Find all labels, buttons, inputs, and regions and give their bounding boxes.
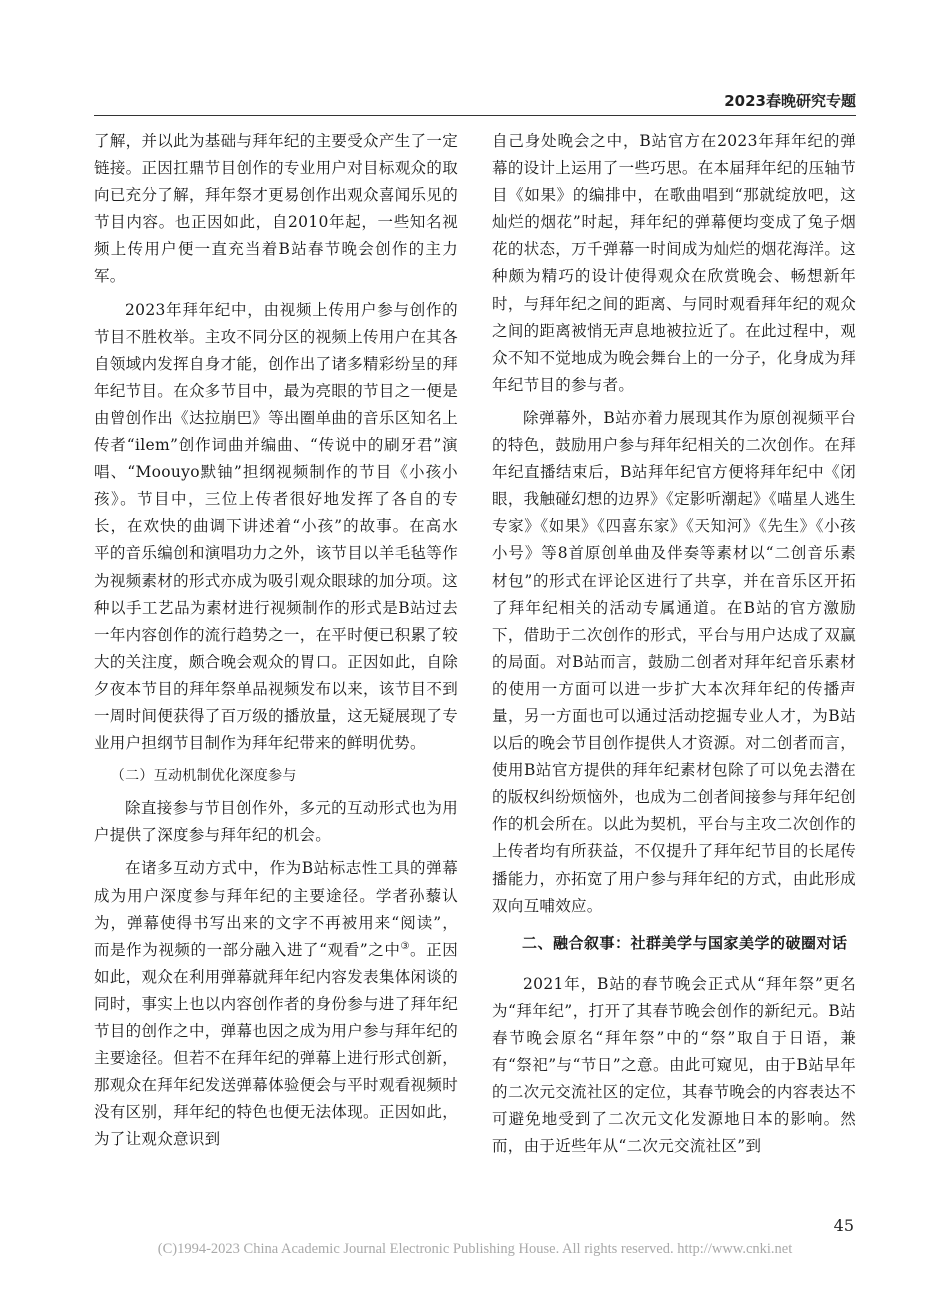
right-paragraph-1: 自己身处晚会之中，B站官方在2023年拜年纪的弹幕的设计上运用了一些巧思。在本届拜年纪的压轴节目《如果》的编排中，在歌曲唱到“那就绽放吧，这灿烂的烟花”时起，拜年纪的弹幕便均变成了兔子烟花的状态，万千弹幕一时间成为灿烂的烟花海洋。这种颇为精巧的设计使得观众在欣赏晚会、畅想新年时，与拜年纪之间的距离、与同时观看拜年纪的观众之间的距离被悄无声息地被拉近了。在此过程中，观众不知不觉地成为晚会舞台上的一分子，化身成为拜年纪节目的参与者。	[492, 132, 856, 394]
left-paragraph-4	[94, 855, 458, 1153]
right-paragraph-2: 除弹幕外，B站亦着力展现其作为原创视频平台的特色，鼓励用户参与拜年纪相关的二次创作。在拜年纪直播结束后，B站拜年纪官方便将拜年纪中《闭眼，我触碰幻想的边界》《定影听潮起》《喵星人逃生专家》《如果》《四喜东家》《天知河》《先生》《小孩小号》等8首原创单曲及伴奏等素材以“二创音乐素材包”的形式在评论区进行了共享，并在音乐区开拓了拜年纪相关的活动专属通道。在B站的官方激励下，借助于二次创作的形式，平台与用户达成了双赢的局面。对B站而言，鼓励二创者对拜年纪音乐素材的使用一方面可以进一步扩大本次拜年纪的传播声量，另一方面也可以通过活动挖掘专业人才，为B站以后的晚会节目创作提供人才资源。对二创者而言，使用B站官方提供的拜年纪素材包除了可以免去潜在的版权纠纷烦恼外，也成为二创者间接参与拜年纪创作的机会所在。以此为契机，平台与主攻二次创作的上传者均有所获益，不仅提升了拜年纪节目的长尾传播能力，亦拓宽了用户参与拜年纪的方式，由此形成双向互哺效应。	[492, 408, 856, 915]
paragraph-4-text-b: 。正因如此，观众在利用弹幕就拜年纪内容发表集体闲谈的同时，事实上也以内容创作者的身份参与进了拜年纪节目的创作之中，弹幕也因之成为用户参与拜年纪的主要途径。但若不在拜年纪的弹幕上进行形式创新，那观众在拜年纪发送弹幕体验便会与平时观看视频时没有区别，拜年纪的特色也便无法体现。正因如此，为了让观众意识到	[94, 940, 458, 1149]
right-column	[492, 128, 856, 1166]
subsection-heading: （二）互动机制优化深度参与	[110, 768, 297, 785]
footnote-marker: ③	[400, 940, 411, 952]
journal-section-title: 2023春晚研究专题	[724, 92, 856, 110]
header-divider	[94, 115, 856, 116]
right-paragraph-3: 2021年，B站的春节晚会正式从“拜年祭”更名为“拜年纪”，打开了其春节晚会创作的新纪元。B站春节晚会原名“拜年祭”中的“祭”取自于日语，兼有“祭祀”与“节日”之意。由此可窥见，由于B站早年的二次元交流社区的定位，其春节晚会的内容表达不可避免地受到了二次元文化发源地日本的影响。然而，由于近些年从“二次元交流社区”到	[492, 974, 856, 1156]
section-heading: 二、融合叙事：社群美学与国家美学的破圈对话	[522, 933, 848, 952]
copyright-watermark: (C)1994-2023 China Academic Journal Electronic Publishing House. All rights reserved. http://www.cnki.net	[157, 1241, 793, 1257]
left-column	[94, 128, 458, 1159]
left-paragraph-3: 除直接参与节目创作外，多元的互动形式也为用户提供了深度参与拜年纪的机会。	[94, 799, 458, 845]
page-number: 45	[833, 1216, 854, 1235]
left-paragraph-1: 了解，并以此为基础与拜年纪的主要受众产生了一定链接。正因扛鼎节目创作的专业用户对目标观众的取向已充分了解，拜年祭才更易创作出观众喜闻乐见的节目内容。也正因如此，自2010年起，一些知名视频上传用户便一直充当着B站春节晚会创作的主力军。	[94, 132, 458, 286]
paragraph-4-text-a: 在诸多互动方式中，作为B站标志性工具的弹幕成为用户深度参与拜年纪的主要途径。学者孙藜认为，弹幕使得书写出来的文字不再被用来“阅读”，而是作为视频的一部分融入进了“观看”之中	[94, 859, 458, 959]
left-paragraph-2: 2023年拜年纪中，由视频上传用户参与创作的节目不胜枚举。主攻不同分区的视频上传用户在其各自领域内发挥自身才能，创作出了诸多精彩纷呈的拜年纪节目。在众多节目中，最为亮眼的节目之一便是由曾创作出《达拉崩巴》等出圈单曲的音乐区知名上传者“ilem”创作词曲并编曲、“传说中的刷牙君”演唱、“Moouyo默铀”担纲视频制作的节目《小孩小孩》。节目中，三位上传者很好地发挥了各自的专长，在欢快的曲调下讲述着“小孩”的故事。在高水平的音乐编创和演唱功力之外，该节目以羊毛毡等作为视频素材的形式亦成为吸引观众眼球的加分项。这种以手工艺品为素材进行视频制作的形式是B站过去一年内容创作的流行趋势之一，在平时便已积累了较大的关注度，颇合晚会观众的胃口。正因如此，自除夕夜本节目的拜年祭单品视频发布以来，该节目不到一周时间便获得了百万级的播放量，这无疑展现了专业用户担纲节目制作为拜年纪带来的鲜明优势。	[94, 300, 458, 753]
